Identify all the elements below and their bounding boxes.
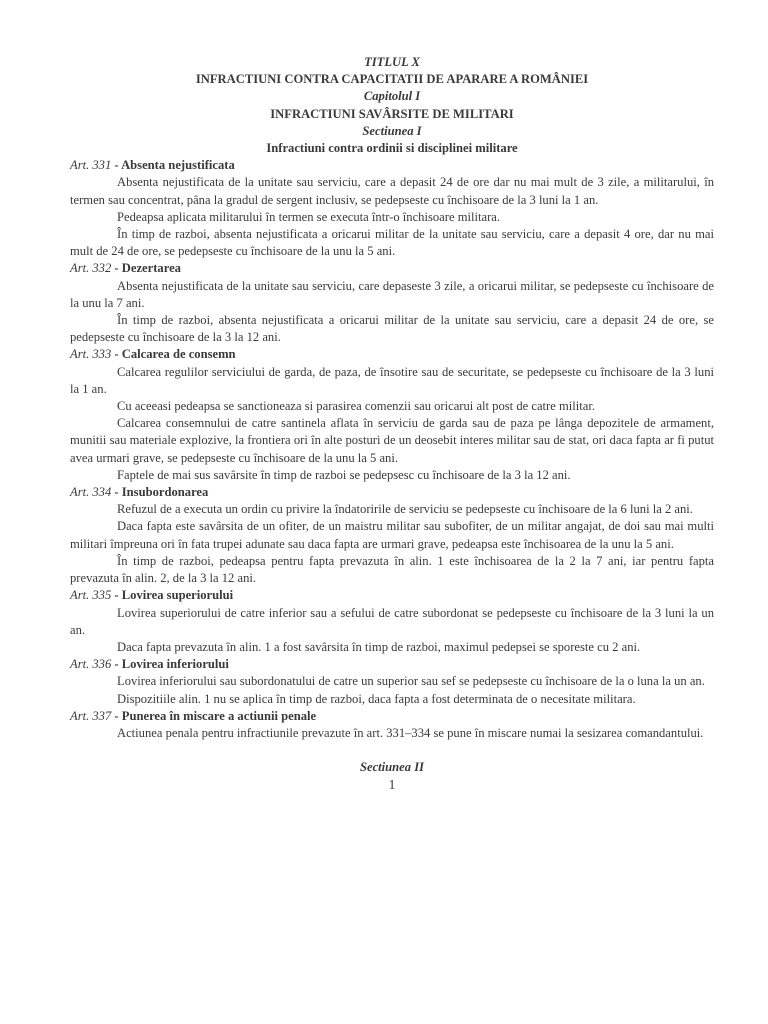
paragraph: Absenta nejustificata de la unitate sau serviciu, care a depasit 24 de ore dar nu mai mult de 3 zile, a militarului, în termen sau concentrat, pâna la gradul de sergent inclusiv, se pedepseste cu închisoare de la 3 luni la 1 an. bbox=[70, 175, 714, 207]
title-main: INFRACTIUNI CONTRA CAPACITATII DE APARARE A ROMÂNIEI bbox=[195, 72, 589, 87]
article-333 bbox=[70, 346, 714, 484]
article-name: - Calcarea de consemn bbox=[111, 347, 236, 362]
paragraph: Pedeapsa aplicata militarului în termen se executa într-o închisoare militara. bbox=[117, 209, 501, 224]
article-heading bbox=[70, 484, 714, 501]
article-331 bbox=[70, 157, 714, 260]
paragraph: În timp de razboi, absenta nejustificata a oricarui militar de la unitate sau serviciu, care a depasit 4 ore, dar nu mai mult de 24 de ore, se pedepseste cu închisoare de la unu la 5 ani. bbox=[70, 227, 714, 259]
paragraph: Faptele de mai sus savârsite în timp de razboi se pedepsesc cu închisoare de la 3 la 12 ani. bbox=[117, 467, 571, 482]
paragraph: Actiunea penala pentru infractiunile prevazute în art. 331–334 se pune în miscare numai la sesizarea comandantului. bbox=[117, 725, 704, 740]
paragraph: Absenta nejustificata de la unitate sau serviciu, care depaseste 3 zile, a oricarui militar, se pedepseste cu închisoare de la unu la 7 ani. bbox=[70, 278, 714, 310]
article-heading bbox=[70, 587, 714, 604]
capitol-title: INFRACTIUNI SAVÂRSITE DE MILITARI bbox=[270, 106, 514, 121]
article-number: Art. 333 bbox=[70, 347, 112, 362]
capitol-heading: Capitolul I bbox=[363, 89, 421, 104]
titlul-heading: TITLUL X bbox=[364, 55, 420, 69]
article-heading bbox=[70, 708, 714, 725]
article-335 bbox=[70, 587, 714, 656]
article-number: Art. 337 bbox=[70, 708, 112, 723]
article-number: Art. 335 bbox=[70, 588, 112, 603]
article-336 bbox=[70, 656, 714, 708]
paragraph: Refuzul de a executa un ordin cu privire la îndatoririle de serviciu se pedepseste cu închisoare de la 6 luni la 2 ani. bbox=[117, 502, 693, 517]
article-name: - Punerea în miscare a actiunii penale bbox=[111, 708, 317, 723]
page-number: 1 bbox=[388, 777, 396, 793]
article-name: - Lovirea inferiorului bbox=[111, 657, 229, 672]
paragraph: Calcarea consemnului de catre santinela aflata în serviciu de garda sau de paza pe lânga depozitele de armament, munitii sau materiale explozive, la frontiera ori în alte posturi de un deosebit interes militar sau de stat, ori daca fapta ar fi putut avea urmari grave, se pedepseste cu închisoare de la unu la 5 ani. bbox=[70, 416, 714, 465]
sectiune-heading: Sectiunea I bbox=[362, 123, 422, 138]
article-heading bbox=[70, 157, 714, 174]
paragraph: Daca fapta este savârsita de un ofiter, de un maistru militar sau subofiter, de un militar angajat, de doi sau mai multi militari împreuna ori în fata trupei adunate sau daca fapta are urmari grave, pedeapsa este închisoarea de la unu la 5 ani. bbox=[70, 519, 714, 551]
article-334 bbox=[70, 484, 714, 587]
article-heading bbox=[70, 346, 714, 363]
paragraph: Daca fapta prevazuta în alin. 1 a fost savârsita în timp de razboi, maximul pedepsei se sporeste cu 2 ani. bbox=[117, 639, 641, 654]
paragraph: Lovirea inferiorului sau subordonatului de catre un superior sau sef se pedepseste cu închisoare de la o luna la un an. bbox=[117, 674, 705, 689]
paragraph: Lovirea superiorului de catre inferior sau a sefului de catre subordonat se pedepseste cu închisoare de la 3 luni la un an. bbox=[70, 605, 714, 637]
article-name: - Dezertarea bbox=[111, 261, 181, 276]
paragraph: Cu aceeasi pedeapsa se sanctioneaza si parasirea comenzii sau oricarui alt post de catre militar. bbox=[117, 399, 595, 414]
article-name: - Absenta nejustificata bbox=[111, 158, 235, 173]
paragraph: Calcarea regulilor serviciului de garda, de paza, de însotire sau de securitate, se pedepseste cu închisoare de la 3 luni la 1 an. bbox=[70, 364, 714, 396]
article-name: - Lovirea superiorului bbox=[111, 588, 234, 603]
article-number: Art. 332 bbox=[70, 261, 112, 276]
paragraph: Dispozitiile alin. 1 nu se aplica în timp de razboi, daca fapta a fost determinata de o necesitate militara. bbox=[117, 691, 636, 706]
article-heading bbox=[70, 260, 714, 277]
article-332 bbox=[70, 260, 714, 346]
paragraph: În timp de razboi, pedeapsa pentru fapta prevazuta în alin. 1 este închisoarea de la 2 la 7 ani, iar pentru fapta prevazuta în alin. 2, de la 3 la 12 ani. bbox=[70, 553, 714, 586]
article-number: Art. 336 bbox=[70, 657, 112, 672]
article-number: Art. 334 bbox=[70, 485, 112, 500]
article-heading bbox=[70, 656, 714, 673]
paragraph: În timp de razboi, absenta nejustificata a oricarui militar de la unitate sau serviciu, care a depasit 24 de ore, se pedepseste cu închisoare de la 3 la 12 ani. bbox=[70, 313, 714, 345]
next-section-heading: Sectiunea II bbox=[359, 760, 425, 775]
article-name: - Insubordonarea bbox=[111, 485, 209, 500]
article-337 bbox=[70, 708, 714, 742]
article-number: Art. 331 bbox=[70, 158, 112, 173]
sectiune-title: Infractiuni contra ordinii si disciplinei militare bbox=[266, 141, 518, 156]
